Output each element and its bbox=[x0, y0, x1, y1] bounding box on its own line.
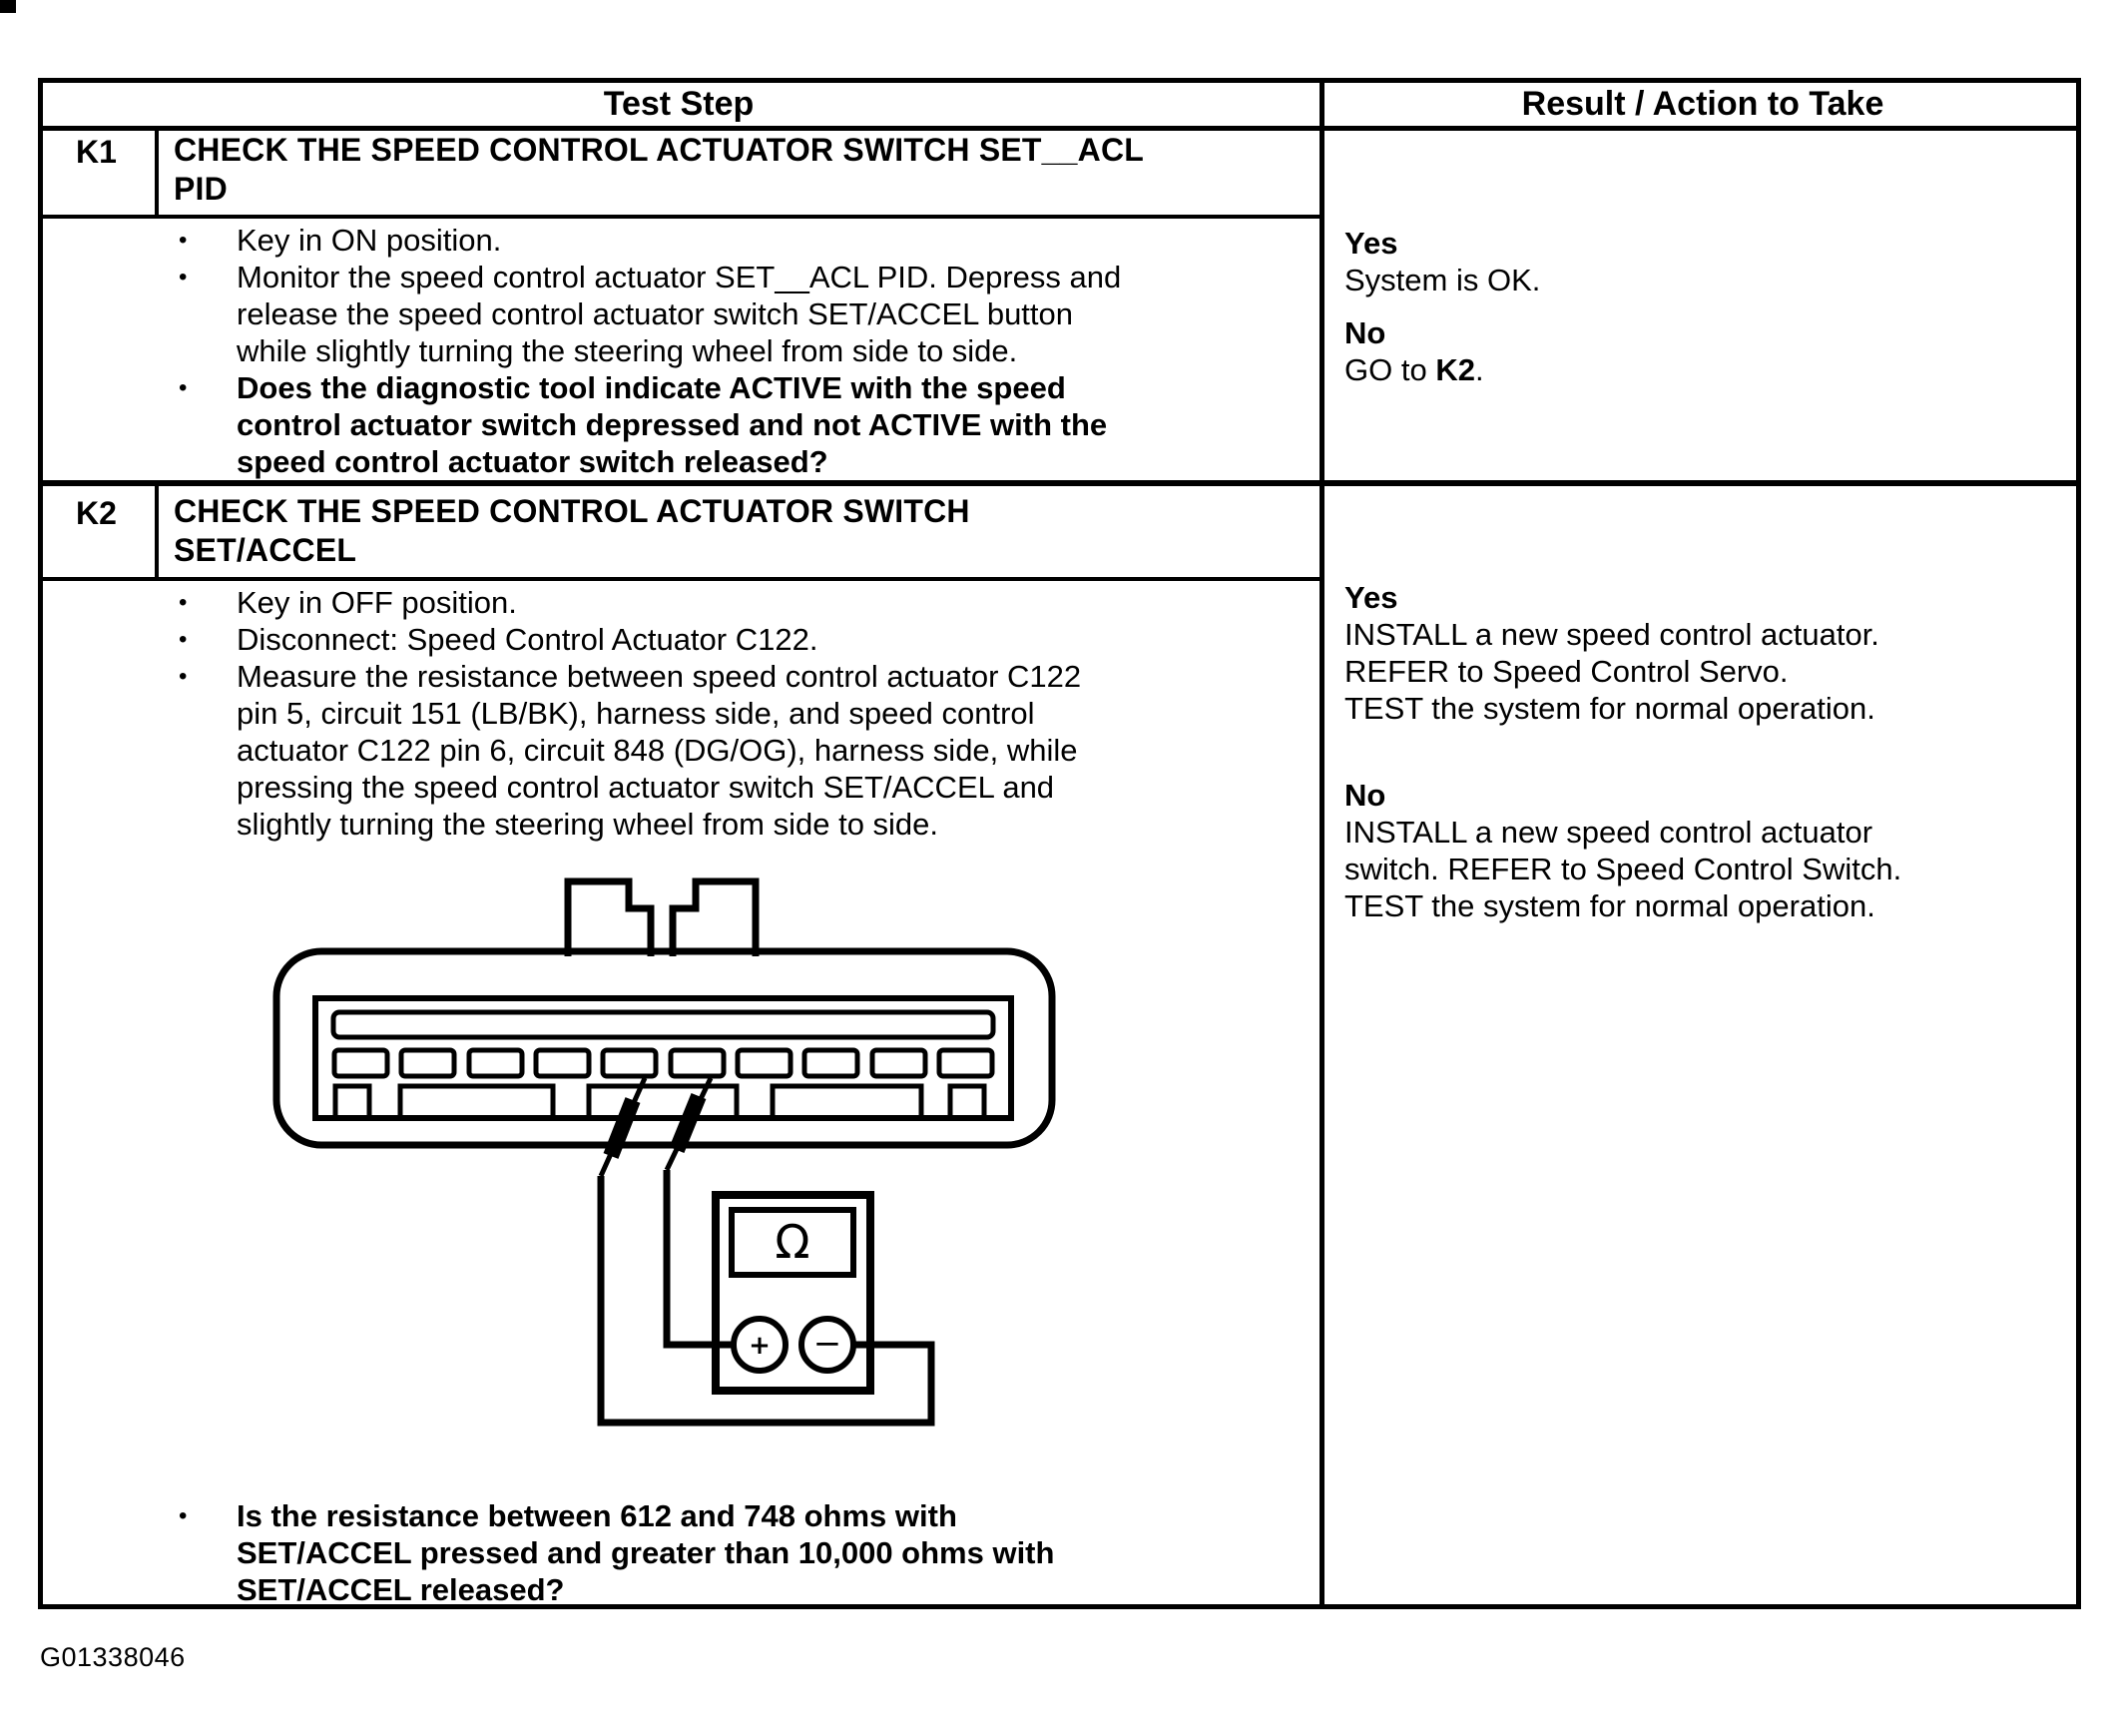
bullet-icon: • bbox=[179, 589, 188, 616]
result-no-action: INSTALL a new speed control actuator bbox=[1344, 815, 1873, 850]
text-line: pin 5, circuit 151 (LB/BK), harness side, and speed control bbox=[237, 696, 1035, 731]
list-item bbox=[165, 584, 1313, 621]
pin-slot-8 bbox=[804, 1050, 857, 1076]
result-yes-action: TEST the system for normal operation. bbox=[1344, 691, 1875, 726]
result-no-action: TEST the system for normal operation. bbox=[1344, 888, 1875, 923]
k1-k2-separator bbox=[38, 480, 2081, 486]
k1-title bbox=[174, 131, 1312, 209]
pin-slot-3 bbox=[469, 1050, 522, 1076]
spacer bbox=[1344, 298, 2063, 314]
k2-title bbox=[174, 492, 1312, 570]
lower-slot-wide-3 bbox=[773, 1086, 921, 1118]
text-line: Is the resistance between 612 and 748 ohms with bbox=[237, 1498, 957, 1533]
text-line: Monitor the speed control actuator SET__ACL PID. Depress and bbox=[237, 260, 1122, 294]
text-line: pressing the speed control actuator switch SET/ACCEL and bbox=[237, 770, 1055, 805]
pin-slot-2 bbox=[401, 1050, 454, 1076]
pin-slot-4 bbox=[536, 1050, 589, 1076]
pin-slot-10 bbox=[939, 1050, 992, 1076]
text-line: slightly turning the steering wheel from side to side. bbox=[237, 807, 939, 842]
result-yes-action: REFER to Speed Control Servo. bbox=[1344, 654, 1789, 689]
pin-slot-5 bbox=[603, 1050, 656, 1076]
bullet-icon: • bbox=[179, 663, 188, 690]
text-line: Does the diagnostic tool indicate ACTIVE with the speed bbox=[237, 370, 1066, 405]
bullet-icon: • bbox=[179, 227, 188, 254]
minus-terminal-label: − bbox=[812, 1324, 842, 1364]
k1-title-line: CHECK THE SPEED CONTROL ACTUATOR SWITCH SET__ACL bbox=[174, 132, 1145, 168]
text-line: actuator C122 pin 6, circuit 848 (DG/OG), harness side, while bbox=[237, 733, 1078, 768]
connector-tab-right bbox=[673, 881, 756, 956]
list-item bbox=[165, 621, 1313, 658]
list-item bbox=[165, 222, 1313, 259]
k1-title-line: PID bbox=[174, 171, 228, 207]
connector-key-slot bbox=[333, 1012, 993, 1037]
column-header-result: Result / Action to Take bbox=[1521, 85, 1884, 123]
k1-label-divider bbox=[155, 126, 159, 219]
result-yes-label: Yes bbox=[1344, 580, 1398, 615]
step-id-k1: K1 bbox=[76, 134, 117, 170]
result-no-label: No bbox=[1344, 778, 1386, 813]
pin-slot-1 bbox=[334, 1050, 387, 1076]
bullet-icon: • bbox=[179, 264, 188, 290]
spacer bbox=[1344, 727, 2063, 777]
text-line: Key in OFF position. bbox=[237, 585, 517, 620]
step-id-k2: K2 bbox=[76, 495, 117, 531]
result-yes-action: System is OK. bbox=[1344, 263, 1541, 297]
plus-terminal-label: + bbox=[749, 1331, 771, 1361]
text-line: Disconnect: Speed Control Actuator C122. bbox=[237, 622, 818, 657]
wire-pin5-to-minus bbox=[601, 1176, 931, 1423]
lower-slot-small-left bbox=[335, 1086, 369, 1118]
list-item bbox=[165, 369, 1313, 480]
list-item bbox=[165, 658, 1313, 843]
text-line: Measure the resistance between speed control actuator C122 bbox=[237, 659, 1082, 694]
goto-step-ref: K2 bbox=[1435, 352, 1475, 387]
k2-title-line: SET/ACCEL bbox=[174, 532, 357, 568]
list-item bbox=[165, 1497, 1313, 1608]
pin-slot-7 bbox=[738, 1050, 791, 1076]
bullet-icon: • bbox=[179, 626, 188, 653]
connector-tab-left bbox=[568, 881, 651, 956]
k2-title-line: CHECK THE SPEED CONTROL ACTUATOR SWITCH bbox=[174, 493, 970, 529]
pin-slot-9 bbox=[872, 1050, 925, 1076]
text-line: SET/ACCEL pressed and greater than 10,000 ohms with bbox=[237, 1535, 1055, 1570]
k2-question bbox=[165, 1497, 1313, 1608]
text-line: release the speed control actuator switch SET/ACCEL button bbox=[237, 296, 1074, 331]
lower-slot-wide-1 bbox=[400, 1086, 553, 1118]
k2-label-divider bbox=[155, 480, 159, 581]
column-divider bbox=[1319, 78, 1324, 1609]
k1-title-underline bbox=[38, 215, 1323, 219]
result-yes-label: Yes bbox=[1344, 226, 1398, 261]
text-line: while slightly turning the steering wheel from side to side. bbox=[237, 333, 1018, 368]
k1-result bbox=[1344, 225, 2063, 388]
k2-result bbox=[1344, 579, 2063, 924]
k2-title-underline bbox=[38, 577, 1323, 581]
result-no-action: switch. REFER to Speed Control Switch. bbox=[1344, 852, 1902, 886]
ohm-symbol: Ω bbox=[775, 1215, 810, 1269]
ohmmeter-connector-diagram bbox=[230, 849, 1168, 1467]
goto-prefix: GO to bbox=[1344, 352, 1436, 387]
k2-instructions bbox=[165, 584, 1313, 843]
goto-suffix: . bbox=[1474, 352, 1484, 387]
column-header-test-step: Test Step bbox=[603, 85, 755, 123]
connector-inner-housing bbox=[315, 998, 1011, 1118]
result-no-action bbox=[1344, 351, 2063, 388]
list-item bbox=[165, 259, 1313, 369]
text-line: Key in ON position. bbox=[237, 223, 502, 258]
text-line: control actuator switch depressed and not ACTIVE with the bbox=[237, 407, 1108, 442]
k1-instructions bbox=[165, 222, 1313, 480]
lower-slot-wide-2 bbox=[589, 1086, 737, 1118]
bullet-icon: • bbox=[179, 1502, 188, 1529]
scan-artifact bbox=[0, 0, 16, 13]
text-line: speed control actuator switch released? bbox=[237, 444, 828, 479]
lower-slot-small-right bbox=[950, 1086, 984, 1118]
bullet-icon: • bbox=[179, 374, 188, 401]
result-no-label: No bbox=[1344, 315, 1386, 350]
pin-slot-6 bbox=[671, 1050, 724, 1076]
text-line: SET/ACCEL released? bbox=[237, 1572, 565, 1607]
result-yes-action: INSTALL a new speed control actuator. bbox=[1344, 617, 1879, 652]
figure-code: G01338046 bbox=[40, 1642, 186, 1672]
